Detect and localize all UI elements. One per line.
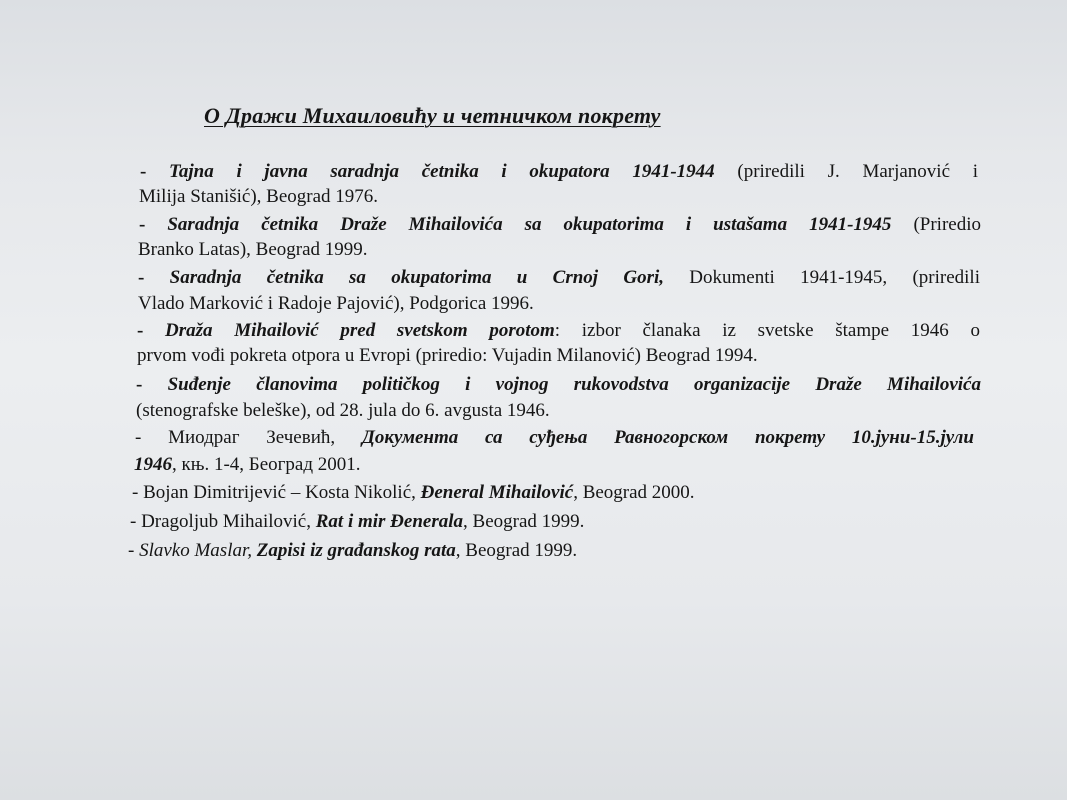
bibliography-entry-1-line-2: Milija Stanišić), Beograd 1976. — [139, 186, 379, 207]
entry-title: Suđenje članovima političkog i vojnog rukovodstva organizacije Draže Mihailovića — [167, 374, 981, 395]
entry-title: Zapisi iz građanskog rata — [256, 540, 456, 561]
bibliography-entry-6-line-1 — [135, 426, 974, 450]
entry-author: - Миодраг Зечевић, — [135, 427, 362, 448]
bibliography-entry-4-line-1 — [137, 319, 980, 343]
entry-dash: - — [137, 320, 166, 341]
bibliography-entry-3-line-2: Vlado Marković i Radoje Pajović), Podgorica 1996. — [138, 293, 534, 314]
bibliography-entry-2-line-2: Branko Latas), Beograd 1999. — [138, 239, 368, 260]
entry-dash: - — [139, 214, 168, 235]
entry-title: Документа са суђења Равногорском покрету 10.јуни-15.јули — [361, 427, 975, 448]
entry-dash: - — [136, 374, 168, 395]
entry-dash: - — [140, 161, 170, 182]
entry-details: , Beograd 2000. — [573, 482, 695, 503]
entry-details: (priredili J. Marjanović i — [714, 161, 978, 182]
bibliography-entry-2-line-1 — [139, 213, 981, 237]
bibliography-entry-7 — [132, 481, 695, 505]
entry-details: , Beograd 1999. — [463, 511, 585, 532]
bibliography-entry-1-line-1 — [140, 160, 978, 184]
bibliography-entry-4-line-2: prvom vođi pokreta otpora u Evropi (priredio: Vujadin Milanović) Beograd 1994. — [137, 345, 758, 366]
entry-details: , Beograd 1999. — [455, 540, 578, 561]
entry-title: Tajna i javna saradnja četnika i okupatora 1941-1944 — [169, 161, 715, 182]
entry-author: - Bojan Dimitrijević – Kosta Nikolić, — [132, 482, 421, 503]
bibliography-entry-5-line-2: (stenografske beleške), od 28. jula do 6. avgusta 1946. — [136, 400, 550, 421]
entry-details: Dokumenti 1941-1945, (priredili — [664, 267, 980, 288]
bibliography-entry-3-line-1 — [138, 266, 980, 290]
bibliography-entry-6-line-2 — [134, 453, 361, 477]
entry-title-continuation: 1946 — [134, 454, 172, 475]
entry-details: , књ. 1-4, Београд 2001. — [172, 454, 361, 475]
bibliography-entry-5-line-1 — [136, 373, 981, 397]
entry-title: Đeneral Mihailović — [420, 482, 574, 503]
bibliography-entry-9 — [128, 539, 577, 563]
entry-author: - Slavko Maslar, — [128, 540, 257, 561]
document-heading: О Дражи Михаиловићу и четничком покрету — [204, 103, 661, 128]
entry-title: Saradnja četnika Draže Mihailovića sa okupatorima i ustašama 1941-1945 — [167, 214, 892, 235]
entry-details: : izbor članaka iz svetske štampe 1946 o — [554, 320, 980, 341]
entry-title: Saradnja četnika sa okupatorima u Crnoj Gori, — [169, 267, 664, 288]
entry-details: (Priredio — [891, 214, 981, 235]
entry-title: Draža Mihailović pred svetskom porotom — [165, 320, 555, 341]
bibliography-entry-8 — [130, 510, 584, 534]
entry-dash: - — [138, 267, 170, 288]
entry-author: - Dragoljub Mihailović, — [130, 511, 316, 532]
entry-title: Rat i mir Đenerala — [315, 511, 464, 532]
